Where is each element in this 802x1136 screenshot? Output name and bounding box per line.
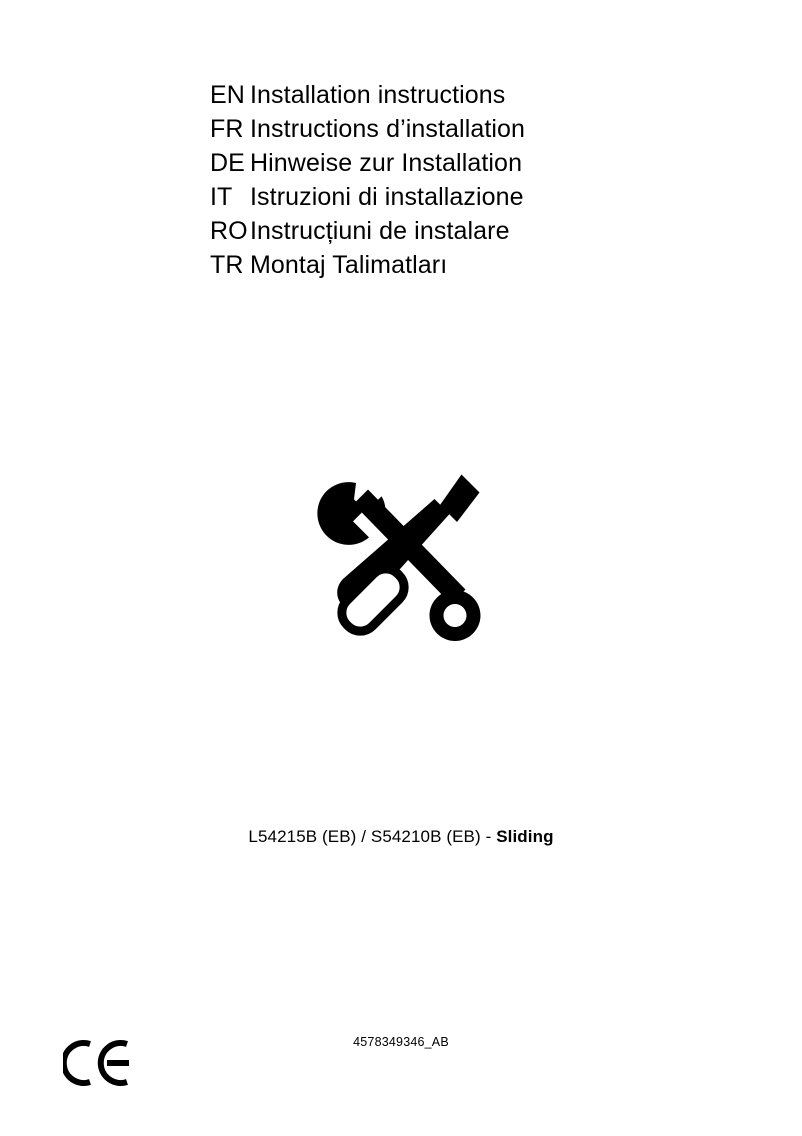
model-line xyxy=(0,827,802,847)
ce-mark-icon xyxy=(63,1038,133,1088)
language-row xyxy=(210,248,710,282)
language-title-list xyxy=(210,78,710,282)
language-code: RO xyxy=(210,217,248,245)
language-title: Instructions d’installation xyxy=(250,115,526,143)
language-title: Montaj Talimatları xyxy=(250,251,448,279)
wrench-and-screwdriver-icon xyxy=(311,470,491,660)
model-numbers: L54215B (EB) / S54210B (EB) xyxy=(248,827,481,846)
language-row xyxy=(210,146,710,180)
model-separator: - xyxy=(485,827,492,846)
language-row xyxy=(210,78,710,112)
language-title: Instrucțiuni de instalare xyxy=(250,217,510,245)
language-row xyxy=(210,214,710,248)
language-code: TR xyxy=(210,251,244,279)
model-variant: Sliding xyxy=(496,827,554,846)
language-title: Istruzioni di installazione xyxy=(250,183,524,211)
language-title: Hinweise zur Installation xyxy=(250,149,523,177)
language-row xyxy=(210,180,710,214)
language-title: Installation instructions xyxy=(250,81,506,109)
language-code: FR xyxy=(210,115,244,143)
language-code: DE xyxy=(210,149,245,177)
document-code: 4578349346_AB xyxy=(353,1035,449,1049)
language-row xyxy=(210,112,710,146)
language-code: EN xyxy=(210,81,245,109)
language-code: IT xyxy=(210,183,233,211)
